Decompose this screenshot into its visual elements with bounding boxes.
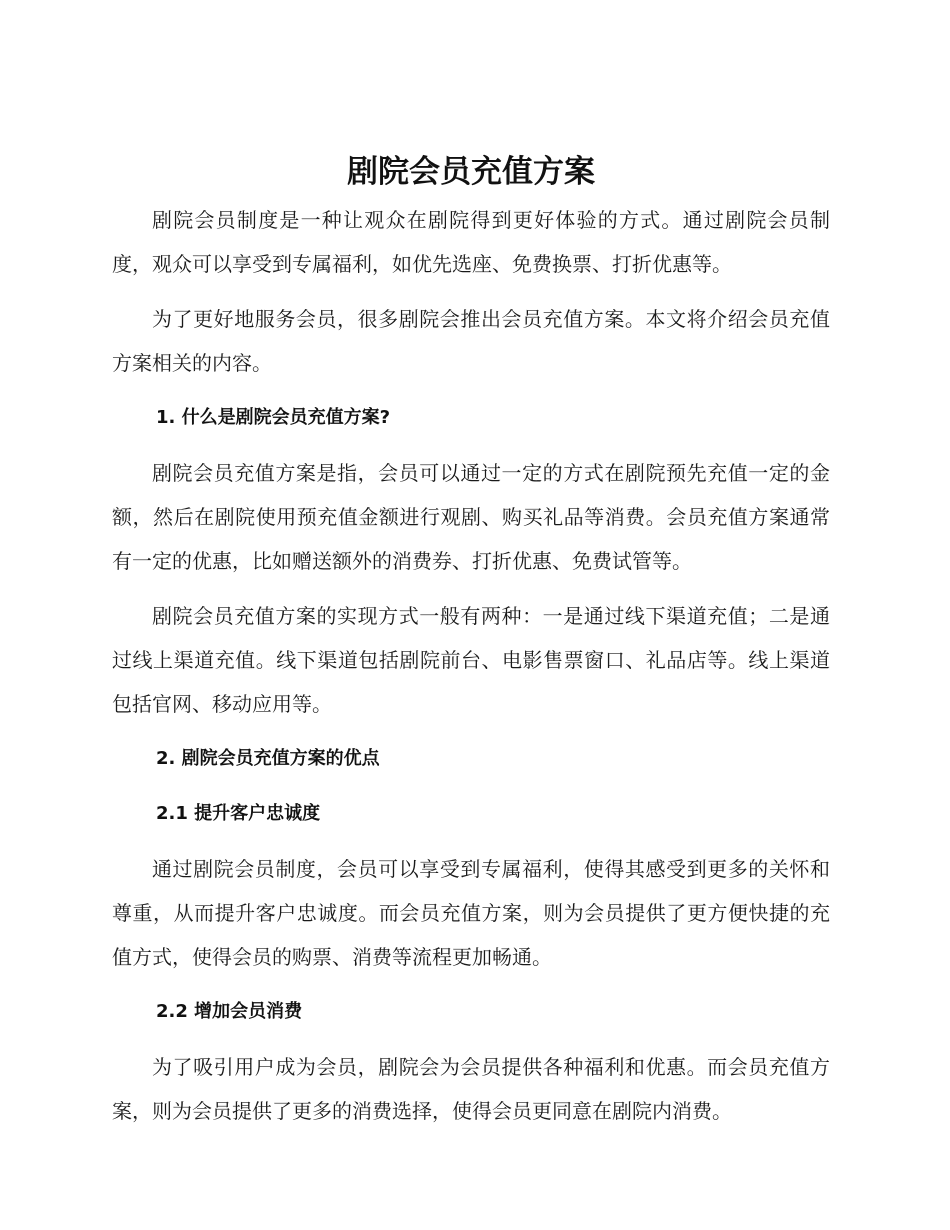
document-title: 剧院会员充值方案 [347,154,595,190]
section-1-paragraph-2: 剧院会员充值方案的实现方式一般有两种：一是通过线下渠道充值；二是通过线上渠道充值。线下渠道包括剧院前台、电影售票窗口、礼品店等。线上渠道包括官网、移动应用等。 [112,604,830,716]
subsection-2-2-paragraph: 为了吸引用户成为会员，剧院会为会员提供各种福利和优惠。而会员充值方案，则为会员提供了更多的消费选择，使得会员更同意在剧院内消费。 [112,1055,830,1123]
document-page [112,150,830,1133]
section-heading-2: 2. 剧院会员充值方案的优点 [156,748,380,769]
intro-paragraph-2: 为了更好地服务会员，很多剧院会推出会员充值方案。本文将介绍会员充值方案相关的内容。 [112,307,830,375]
subsection-heading-2-2: 2.2 增加会员消费 [156,1001,303,1022]
section-1-paragraph-1: 剧院会员充值方案是指，会员可以通过一定的方式在剧院预先充值一定的金额，然后在剧院使用预充值金额进行观剧、购买礼品等消费。会员充值方案通常有一定的优惠，比如赠送额外的消费券、打折优惠、免费试管等。 [112,461,830,573]
section-heading-1: 1. 什么是剧院会员充值方案? [156,407,391,428]
subsection-2-1-paragraph: 通过剧院会员制度，会员可以享受到专属福利，使得其感受到更多的关怀和尊重，从而提升客户忠诚度。而会员充值方案，则为会员提供了更方便快捷的充值方式，使得会员的购票、消费等流程更加畅通。 [112,857,830,969]
subsection-heading-2-1: 2.1 提升客户忠诚度 [156,803,321,824]
intro-paragraph-1: 剧院会员制度是一种让观众在剧院得到更好体验的方式。通过剧院会员制度，观众可以享受到专属福利，如优先选座、免费换票、打折优惠等。 [112,208,830,276]
